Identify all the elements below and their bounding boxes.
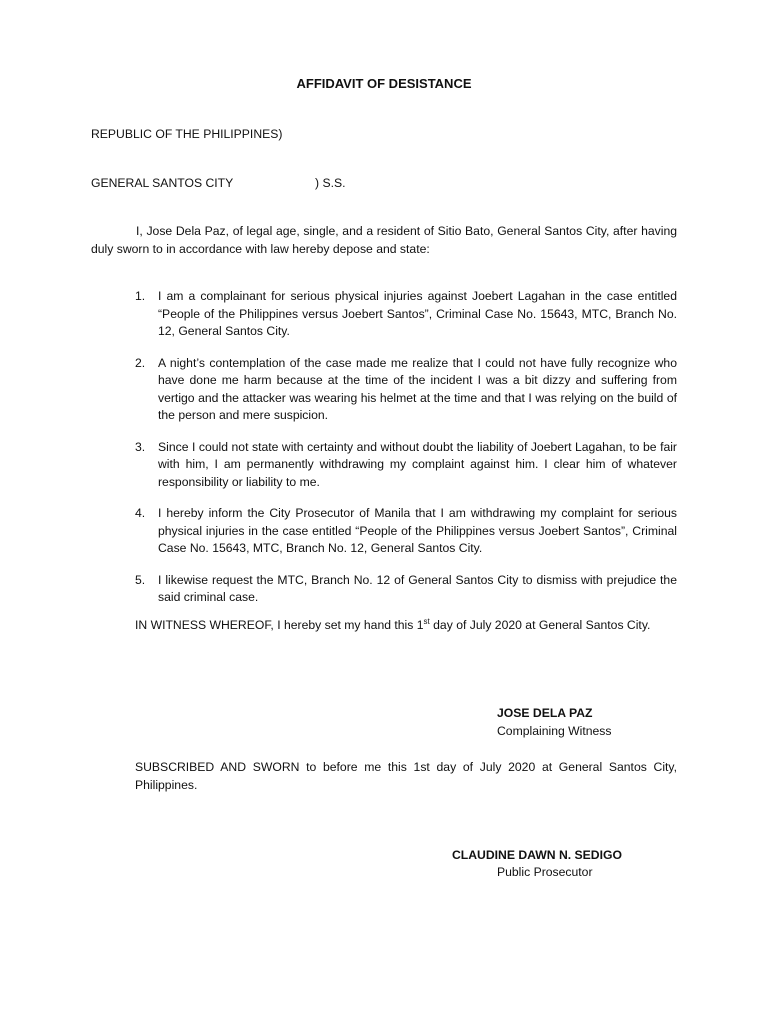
venue-republic: REPUBLIC OF THE PHILIPPINES) [91, 127, 283, 141]
item-text: I likewise request the MTC, Branch No. 12 of General Santos City to dismiss with prejudice the said criminal case. [158, 572, 677, 604]
item-number: 1. [135, 289, 146, 303]
affiant-name: JOSE DELA PAZ [497, 706, 593, 720]
list-item [135, 505, 677, 558]
item-text: I am a complainant for serious physical injuries against Joebert Lagahan in the case entitled “People of the Philippines versus Joebert Santos”, Criminal Case No. 15643, MTC, Branch No. 12, General Santos City. [158, 289, 677, 338]
item-text: I hereby inform the City Prosecutor of Manila that I am withdrawing my complaint for serious physical injuries in the case entitled “People of the Philippines versus Joebert Santos”, Criminal Case No. 15643, MTC, Branch No. 12, General Santos City. [158, 506, 677, 555]
prosecutor-title: Public Prosecutor [497, 865, 593, 879]
list-item [135, 355, 677, 425]
list-item [135, 572, 677, 607]
venue-city: GENERAL SANTOS CITY [91, 176, 234, 190]
item-text: Since I could not state with certainty and without doubt the liability of Joebert Lagahan, to be fair with him, I am permanently withdrawing my complaint against him. I clear him of whatever responsibility or liability to me. [158, 439, 677, 489]
item-number: 4. [135, 506, 146, 520]
venue-city-line [91, 175, 346, 193]
item-number: 3. [135, 439, 146, 454]
affiant-signature-block [497, 705, 611, 740]
prosecutor-name: CLAUDINE DAWN N. SEDIGO [452, 848, 622, 862]
document-title: AFFIDAVIT OF DESISTANCE [296, 76, 472, 91]
witness-text-before: IN WITNESS WHEREOF, I hereby set my hand this 1 [135, 618, 424, 632]
affiant-title: Complaining Witness [497, 723, 612, 738]
item-number: 5. [135, 572, 146, 587]
jurat-paragraph: SUBSCRIBED AND SWORN to before me this 1st day of July 2020 at General Santos City, Philippines. [135, 760, 677, 792]
item-number: 2. [135, 355, 146, 370]
witness-text-after: day of July 2020 at General Santos City. [429, 618, 651, 632]
list-item [135, 288, 677, 341]
witness-paragraph [135, 617, 677, 635]
statement-list [135, 288, 677, 621]
item-text: A night’s contemplation of the case made me realize that I could not have fully recognize who have done me harm because at the time of the incident I was a bit dizzy and suffering from vertigo and the attacker was wearing his helmet at the time and that I was relying on the build of the person and mere suspicion. [158, 355, 677, 422]
venue-ss: ) S.S. [315, 176, 346, 190]
intro-paragraph: I, Jose Dela Paz, of legal age, single, and a resident of Sitio Bato, General Santos City, after having duly sworn to in accordance with law hereby depose and state: [91, 224, 677, 256]
list-item [135, 439, 677, 492]
witness-ordinal-suffix: st [423, 616, 430, 626]
